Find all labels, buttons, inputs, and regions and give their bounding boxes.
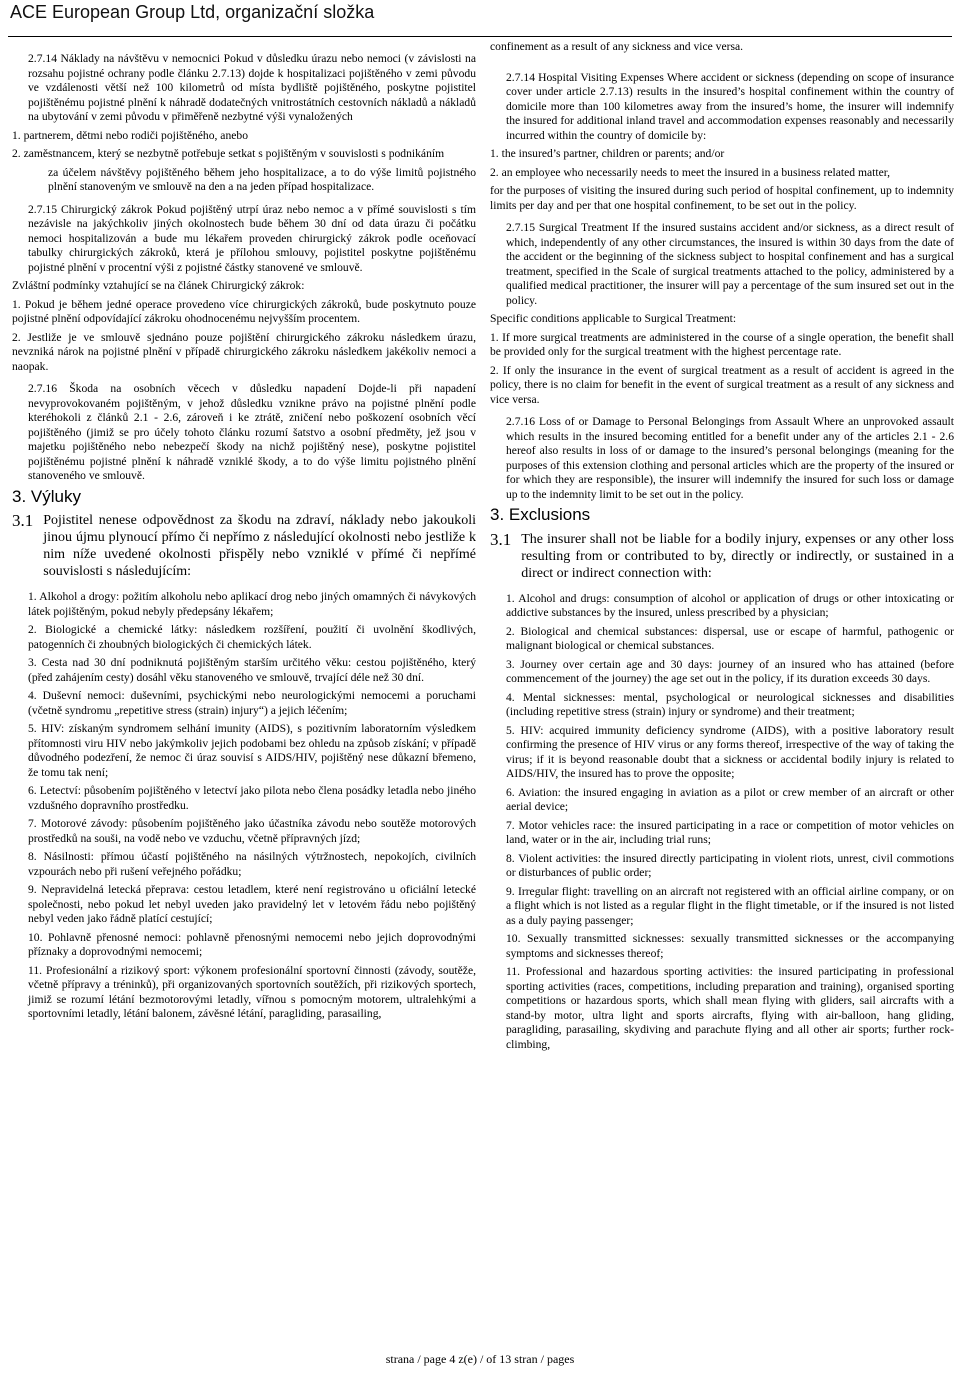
special-conditions-heading-cz: Zvláštní podmínky vztahující se na článek Chirurgický zákrok: xyxy=(12,279,305,292)
intro-text-en: The insurer shall not be liable for a bodily injury, expenses or any other loss resulting from or contributed to by, directly or indirectly, or sustained in a direct or indirect connection with: xyxy=(521,531,954,581)
exclusion-item-en: 6. Aviation: the insured engaging in aviation as a pilot or crew member of an aircraft or other aerial device; xyxy=(506,785,954,813)
exclusion-item-cz: 5. HIV: získaným syndromem selhání imunity (AIDS), s pozitivním laboratorním výsledkem přítomnosti viru HIV nebo jakýmkoliv jejich podobami bez ohledu na způsob získání; v případě důvodného podezření, že nemoc či úraz souvisí s AIDS/HIV, pojištěný nese důkazní břemeno, že tomu tak není; xyxy=(28,722,476,779)
exclusion-item-cz: 2. Biologické a chemické látky: následkem rozšíření, použití či uvolnění škodlivých, patogenních či zhoubných biologických či chemických látek. xyxy=(28,623,476,651)
clause-purpose-cz: za účelem návštěvy pojištěného během jeho hospitalizace, a to do výše limitů pojistného plnění stanoveným ve smlouvě na den a na jeden případ hospitalizace. xyxy=(48,165,476,193)
exclusion-item-cz: 3. Cesta nad 30 dní podniknutá pojištěným starším určitého věku: cestou pojištěného, který (před zahájením cesty) dosáhl věku stanoveného ve smlouvě, trvající déle než 30 dní. xyxy=(28,656,476,684)
exclusion-item-cz: 9. Nepravidelná letecká přeprava: cestou letadlem, které není registrováno u oficiální letecké společnosti, nebo pokud let nebyl uveden jako pravidelný let v letovém řádu nebo pojištěný nebyl veden jako řádně platící cestující; xyxy=(28,883,476,925)
exclusion-item-cz: 7. Motorové závody: působením pojištěného jako účastníka závodu nebo soutěže motorových prostředků na souši, na vodě nebo ve vzduchu, včetně přípravných jízd; xyxy=(28,817,476,845)
clause-2-7-16-cz: 2.7.16 Škoda na osobních věcech v důsledku napadení Dojde-li při napadení nevyprovokovaném pojištěným, v jehož důsledku vznikne právo na pojistné plnění podle kteréhokoli z článků 2.1 - 2.6, zároveň i ke ztrátě, zničení nebo poškození osobních věcí pojištěného (jimiž se pro účely tohoto článku rozumí šatstvo a osobní předměty, jež jsou v majetku pojištěného nebo nebezpečí škody na nichž pojištěný nese), poskytne pojistitel pojištěnému pojistné plnění k náhradě vzniklé škody, a to do výše limitu pojistného plnění stanoveného ve smlouvě. xyxy=(28,382,476,482)
exclusion-item-cz: 8. Násilnosti: přímou účastí pojištěného na násilných výtržnostech, nepokojích, civilních vzpourách nebo při rušení veřejného pořádku; xyxy=(28,850,476,878)
exclusion-item-cz: 1. Alkohol a drogy: požitím alkoholu nebo aplikací drog nebo jiných omamných či návykových látek pojištěným, pokud nebyly předepsány lékařem; xyxy=(28,590,476,618)
clause-item-partner-en: 1. the insured’s partner, children or parents; and/or xyxy=(490,147,725,160)
exclusion-item-en: 7. Motor vehicles race: the insured participating in a race or competition of motor vehicles on land, water or in the air, including trial runs; xyxy=(506,818,954,846)
clause-2-7-16-en: 2.7.16 Loss of or Damage to Personal Belongings from Assault Where an unprovoked assault which results in the insured becoming entitled for a benefit under any of the articles 2.1 - 2.6 hereof also results in loss of or damage to the insured’s personal belongings (meaning for the purposes of this extension clothing and personal articles which are the property of the insured or for which they are responsible), the insurer will indemnify the insured for such loss or damage up to the indemnity limit to be set out in the policy. xyxy=(506,415,954,501)
continuation-text-en: confinement as a result of any sickness and vice versa. xyxy=(490,40,744,53)
section-heading-en: 3. Exclusions xyxy=(490,505,591,524)
special-condition-1-en: 1. If more surgical treatments are administered in the course of a single operation, the benefit shall be provided only for the surgical treatment with the highest percentage rate. xyxy=(490,330,954,358)
clause-item-employee-cz: 2. zaměstnancem, který se nezbytně potřebuje setkat s pojištěným v souvislosti s podnikáním xyxy=(12,147,445,160)
special-condition-2-en: 2. If only the insurance in the event of surgical treatment as a result of accident is agreed in the policy, there is no claim for benefit in the event of surgical treatment as a result of any sickness and vice versa. xyxy=(490,363,954,406)
exclusion-item-en: 8. Violent activities: the insured directly participating in violent riots, unrest, civil commotions or disturbances of public order; xyxy=(506,851,954,879)
section-heading-cz: 3. Výluky xyxy=(12,486,81,506)
exclusion-item-cz: 6. Letectví: působením pojištěného v letectví jako pilota nebo člena posádky letadla nebo jiného vzdušného dopravního prostředku. xyxy=(28,784,476,812)
exclusion-item-en: 5. HIV: acquired immunity deficiency syndrome (AIDS), with a positive laboratory result confirming the presence of HIV virus or any forms thereof, irrespective of the way of taking the virus; if it is beyond reasonable doubt that a sickness or accidental bodily injury is related to AIDS/HIV, the insured has to prove the opposite; xyxy=(506,723,954,780)
clause-item-partner-cz: 1. partnerem, dětmi nebo rodiči pojištěného, anebo xyxy=(12,128,248,142)
exclusion-intro-cz xyxy=(12,512,476,580)
special-condition-2-cz: 2. Jestliže je ve smlouvě sjednáno pouze pojištění chirurgického zákroku následkem úrazu, nevzniká nárok na pojistné plnění v případě chirurgického zákroku následkem jakékoliv nemoci a naopak. xyxy=(12,330,476,373)
intro-number-cz: 3.1 xyxy=(12,511,34,530)
intro-text-cz: Pojistitel nenese odpovědnost za škodu na zdraví, náklady nebo jakoukoli jinou újmu plynoucí přímo či nepřímo z následující okolnosti nebo jestliže k nim níže uvedené okolnosti přispěly nebo vzniklé v přímé či nepřímé souvislosti s následujícím: xyxy=(43,513,476,579)
special-conditions-heading-en: Specific conditions applicable to Surgical Treatment: xyxy=(490,312,737,325)
exclusion-item-en: 11. Professional and hazardous sporting activities: the insured participating in professional sporting activities (races, competitions, including preparation and training), organised sporting competitions or hazardous sports, which shall mean flying with gliders, sail aircrafts with a stand-by motor, ultra light and sports aircrafts, flying with air-balloon, hang gliding, paragliding, parasailing, skydiving and parachute flying and all other air sports; further rock-climbing, xyxy=(506,965,954,1051)
clause-item-employee-en: 2. an employee who necessarily needs to meet the insured in a business related matter, xyxy=(490,165,891,179)
exclusion-item-en: 2. Biological and chemical substances: dispersal, use or escape of harmful, pathogenic or malignant biological or chemical substances. xyxy=(506,624,954,652)
clause-2-7-15-cz: 2.7.15 Chirurgický zákrok Pokud pojištěný utrpí úraz nebo nemoc a v přímé souvislosti s tím nezávisle na jakýchkoliv jiných okolnostech bude během 30 dní od data úrazu či počátku nemoci hospitalizován a bude mu lékařem proveden chirurgický zákrok podle oceňovací tabulky chirurgických zákroků, která je přílohou smlouvy, pojistitel poskytne pojištěnému pojistné plnění v procentní výši z pojistné částky stanovené ve smlouvě. xyxy=(28,202,476,274)
header-divider xyxy=(8,36,952,37)
exclusion-intro-en xyxy=(490,531,954,582)
clause-2-7-15-en: 2.7.15 Surgical Treatment If the insured sustains accident and/or sickness, as a direct result of which, independently of any other circumstances, the insured is within 30 days from the date of the accident or the beginning of the sickness subject to hospital confinement and has a surgical treatment, specified in the Scale of surgical treatments attached to the policy, administered by a qualified medical practitioner, the insurer will pay a percentage of the sum insured set out in the policy. xyxy=(506,221,954,307)
page-footer: strana / page 4 z(e) / of 13 stran / pages xyxy=(385,1352,575,1366)
exclusion-item-cz: 4. Duševní nemoci: duševními, psychickými nebo neurologickými nemocemi a poruchami (včetně syndromu „repetitive stress (strain) injury“) a jejich léčením; xyxy=(28,689,476,717)
intro-number-en: 3.1 xyxy=(490,529,512,549)
exclusion-item-en: 10. Sexually transmitted sicknesses: sexually transmitted sicknesses or the accompanying symptoms and sicknesses thereof; xyxy=(506,932,954,960)
czech-column xyxy=(12,52,476,1347)
exclusion-item-en: 1. Alcohol and drugs: consumption of alcohol or application of drugs or other intoxicating or addictive substances by the insured, unless prescribed by a physician; xyxy=(506,591,954,619)
document-title: ACE European Group Ltd, organizační složka xyxy=(10,2,375,22)
special-condition-1-cz: 1. Pokud je během jedné operace provedeno více chirurgických zákroků, bude poskytnuto pouze pojistné plnění odpovídající zákroku ohodnocenému nejvyšším procentem. xyxy=(12,297,476,325)
exclusion-item-cz: 11. Profesionální a rizikový sport: výkonem profesionální sportovní činnosti (závody, soutěže, včetně přípravy a tréninků), při organizovaných sportovních soutěžích, při rizikových sportech, jimiž se rozumí létání bezmotorovými letadly, vířnou s pomocným motorem, ultralehkými a sportovními letadly, létání balonem, závěsné létání, paragliding, parasailing, xyxy=(28,963,476,1020)
exclusion-item-en: 3. Journey over certain age and 30 days: journey of an insured who has attained (before commencement of the journey) the age set out in the policy, if its duration exceeds 30 days. xyxy=(506,657,954,685)
english-column xyxy=(490,40,954,1347)
exclusion-item-en: 9. Irregular flight: travelling on an aircraft not registered with an official airline company, or on a flight which is not listed as a regular flight in the flight timetable, or if the insured is not listed as a duly paying passenger; xyxy=(506,884,954,927)
clause-purpose-en: for the purposes of visiting the insured during such period of hospital confinement, up to indemnity limits per day and per that one hospital confinement, to be set out in the policy. xyxy=(490,184,954,212)
clause-2-7-14-cz: 2.7.14 Náklady na návštěvu v nemocnici Pokud v důsledku úrazu nebo nemoci (v závislosti na rozsahu pojistné ochrany podle článku 2.7.13) dojde k hospitalizaci pojištěného v zemi původu ve vzdálenosti větší než 100 kilometrů od místa bydliště pojištěného, poskytne pojistitel pojištěnému pojistné plnění k náhradě dodatečných vnitrostátních cestovních nákladů a nákladů na ubytování v zemi původu v přiměřeně nezbytné výši vynaložených xyxy=(28,52,476,123)
exclusion-item-cz: 10. Pohlavně přenosné nemoci: pohlavně přenosnými nemocemi nebo jejich doprovodnými příznaky a doprovodnými nemocemi; xyxy=(28,930,476,958)
exclusion-item-en: 4. Mental sicknesses: mental, psychological or neurological sicknesses and disabilities (including repetitive stress (strain) injury or syndrome) and their treatment; xyxy=(506,690,954,718)
clause-2-7-14-en: 2.7.14 Hospital Visiting Expenses Where accident or sickness (depending on scope of insurance cover under article 2.7.13) results in the insured’s hospital confinement within the country of domicile more than 100 kilometres away from the insured’s home, the insurer will indemnify the insured for additional inland travel and accommodation expenses reasonably and necessarily incurred within the country of domicile by: xyxy=(506,70,954,142)
